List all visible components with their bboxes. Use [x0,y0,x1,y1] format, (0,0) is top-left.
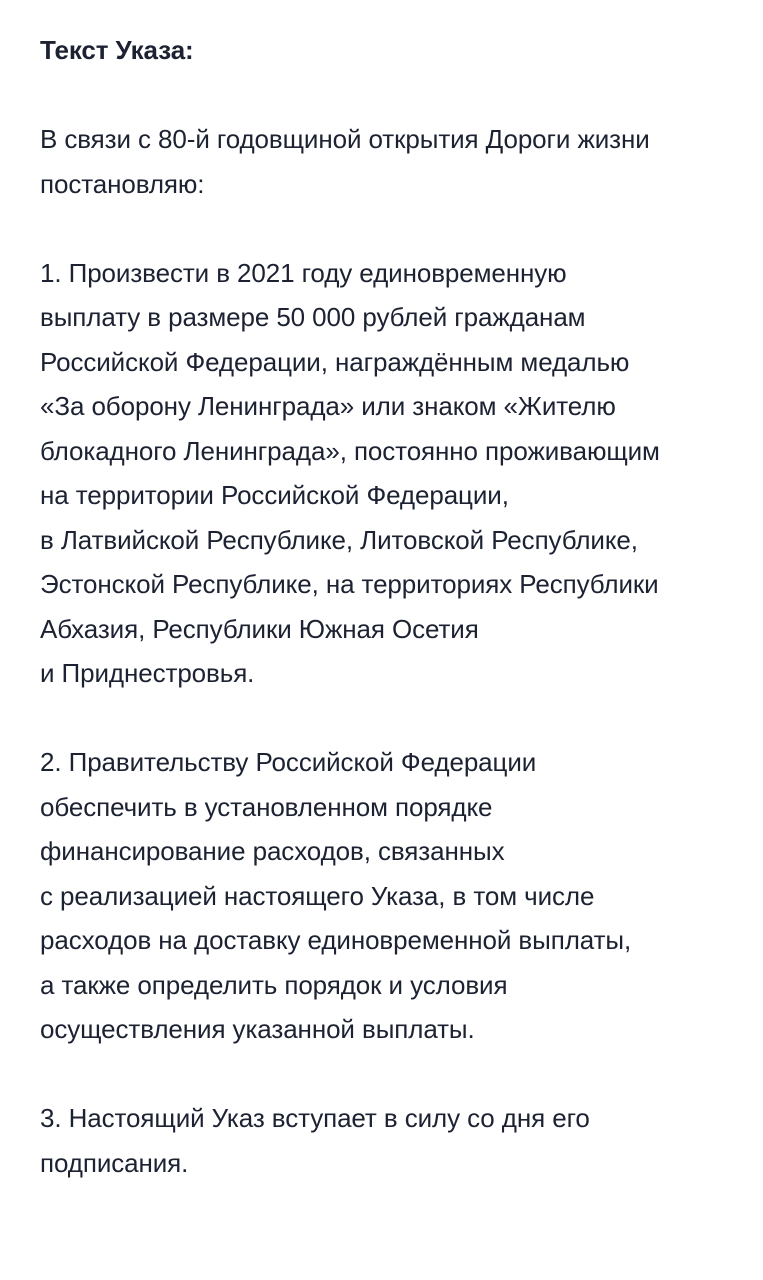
item-2-line: финансирование расходов, связанных [40,836,505,866]
item-1-line: в Латвийской Республике, Литовской Республике, [40,524,638,555]
intro-paragraph [40,117,740,206]
item-2-paragraph [40,740,740,1052]
item-1-line: 1. Произвести в 2021 году единовременную [40,257,567,288]
item-2-line: а также определить порядок и условия [40,969,508,1000]
item-1-paragraph [40,251,740,696]
item-2-line: расходов на доставку единовременной выплаты, [40,925,632,955]
item-1-line: Абхазия, Республики Южная Осетия [40,613,479,644]
item-1-line: Российской Федерации, награждённым медалью [40,346,630,377]
item-3-line: 3. Настоящий Указ вступает в силу со дня его [40,1103,590,1133]
item-1-line: выплату в размере 50 000 рублей гражданам [40,302,586,332]
item-2-line: осуществления указанной выплаты. [40,1014,475,1044]
item-2-line: с реализацией настоящего Указа, в том числе [40,880,595,911]
paragraph-gap [40,206,740,251]
item-2-line: обеспечить в установленном порядке [40,791,493,822]
decree-text [40,28,740,1185]
item-1-line: блокадного Ленинграда», постоянно проживающим [40,435,660,466]
paragraph-gap [40,73,740,118]
intro-line: постановляю: [40,168,205,199]
item-1-line: и Приднестровья. [40,658,255,688]
item-3-paragraph [40,1096,740,1185]
item-1-line: на территории Российской Федерации, [40,480,509,510]
intro-line: В связи с 80-й годовщиной открытия Дороги жизни [40,124,650,154]
paragraph-gap [40,696,740,741]
paragraph-gap [40,1052,740,1097]
item-3-line: подписания. [40,1147,189,1178]
decree-heading: Текст Указа: [40,35,194,65]
item-1-line: «За оборону Ленинграда» или знаком «Жителю [40,391,616,421]
item-2-line: 2. Правительству Российской Федерации [40,747,537,777]
item-1-line: Эстонской Республике, на территориях Республики [40,569,659,599]
